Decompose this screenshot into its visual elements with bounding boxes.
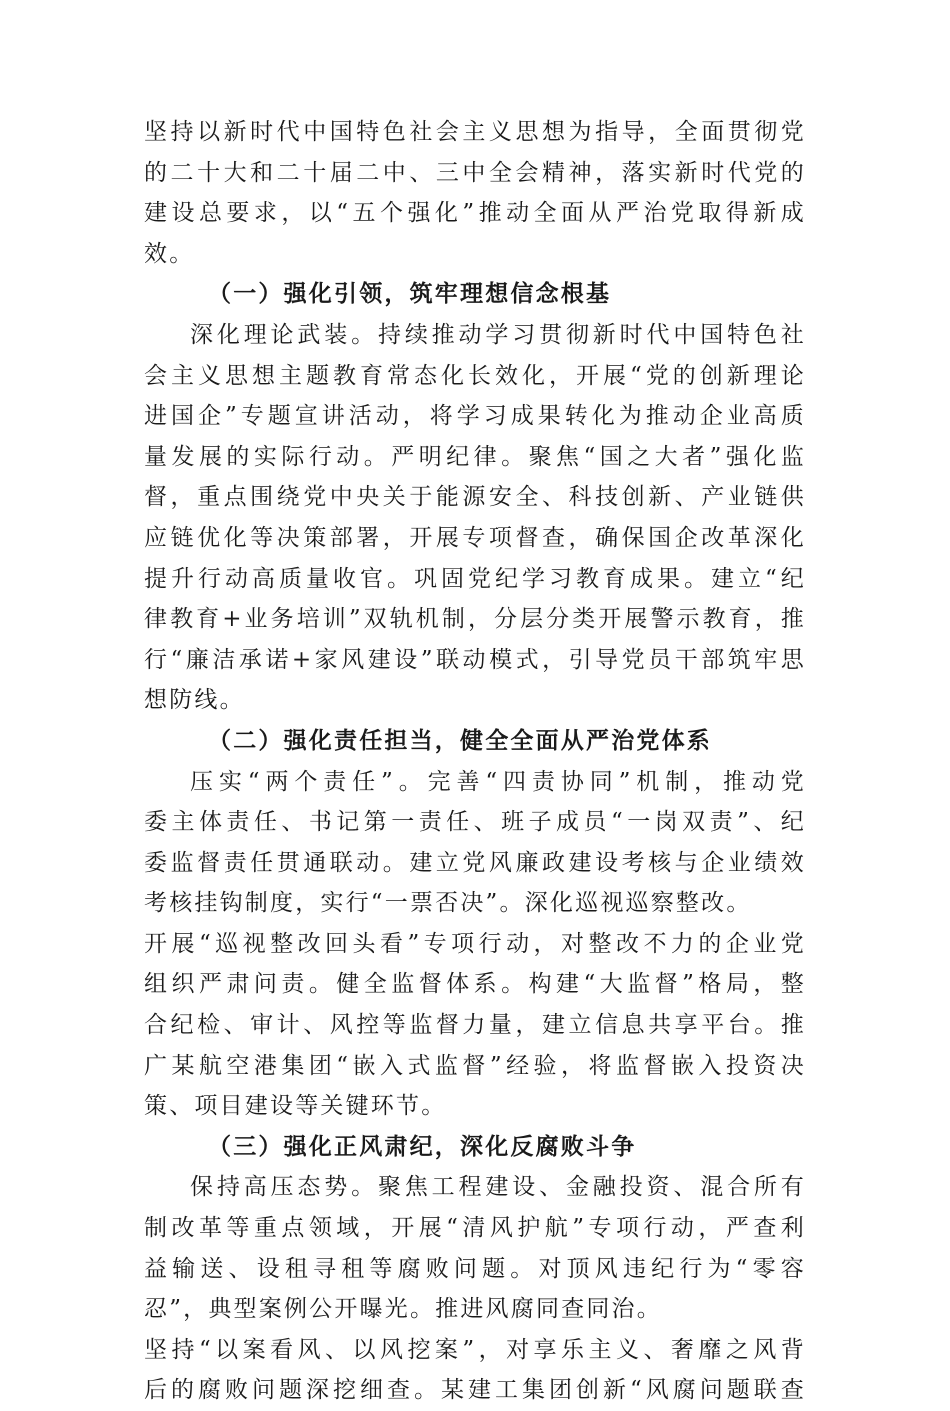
paragraph-line: 会主义思想主题教育常态化长效化，开展“党的创新理论 [144, 362, 806, 389]
paragraph-line: 想防线。 [144, 687, 245, 714]
paragraph-line: 坚持以新时代中国特色社会主义思想为指导，全面贯彻党 [144, 119, 806, 145]
section-heading-3: （三）强化正风肃纪，深化反腐败斗争 [208, 1132, 637, 1160]
paragraph-line: 广某航空港集团“嵌入式监督”经验，将监督嵌入投资决 [144, 1052, 806, 1079]
paragraph-line: 量发展的实际行动。严明纪律。聚焦“国之大者”强化监 [144, 443, 806, 470]
paragraph-line: 忍”，典型案例公开曝光。推进风腐同查同治。 [144, 1296, 662, 1323]
paragraph-line: 效。 [144, 240, 195, 267]
paragraph-line: 深化理论武装。持续推动学习贯彻新时代中国特色社 [190, 321, 806, 348]
paragraph-line: 保持高压态势。聚焦工程建设、金融投资、混合所有 [190, 1174, 806, 1201]
paragraph-line: 益输送、设租寻租等腐败问题。对顶风违纪行为“零容 [144, 1255, 806, 1282]
paragraph-line: 提升行动高质量收官。巩固党纪学习教育成果。建立“纪 [144, 565, 806, 592]
paragraph-line: 组织严肃问责。健全监督体系。构建“大监督”格局，整 [144, 971, 806, 998]
paragraph-line: 进国企”专题宣讲活动，将学习成果转化为推动企业高质 [144, 403, 806, 430]
paragraph-line: 压实“两个责任”。完善“四责协同”机制，推动党 [190, 768, 806, 795]
paragraph-line: 考核挂钩制度，实行“一票否决”。深化巡视巡察整改。 [144, 890, 752, 917]
paragraph-line: 督，重点围绕党中央关于能源安全、科技创新、产业链供 [144, 484, 806, 511]
paragraph-line: 开展“巡视整改回头看”专项行动，对整改不力的企业党 [144, 930, 806, 957]
paragraph-line: 委监督责任贯通联动。建立党风廉政建设考核与企业绩效 [144, 849, 806, 876]
paragraph-line: 行“廉洁承诺+家风建设”联动模式，引导党员干部筑牢思 [144, 646, 806, 673]
document-body [144, 112, 806, 1411]
paragraph-line: 委主体责任、书记第一责任、班子成员“一岗双责”、纪 [144, 809, 806, 836]
paragraph-line: 合纪检、审计、风控等监督力量，建立信息共享平台。推 [144, 1012, 806, 1039]
paragraph-line: 应链优化等决策部署，开展专项督查，确保国企改革深化 [144, 524, 806, 551]
section-heading-2: （二）强化责任担当，健全全面从严治党体系 [208, 726, 712, 754]
paragraph-line: 建设总要求，以“五个强化”推动全面从严治党取得新成 [144, 200, 806, 227]
paragraph-line: 的二十大和二十届二中、三中全会精神，落实新时代党的 [144, 159, 806, 186]
paragraph-line: 律教育+业务培训”双轨机制，分层分类开展警示教育，推 [144, 606, 806, 633]
paragraph-line: 坚持“以案看风、以风挖案”，对享乐主义、奢靡之风背 [144, 1336, 806, 1363]
paragraph-line: 后的腐败问题深挖细查。某建工集团创新“风腐问题联查 [144, 1377, 806, 1404]
section-heading-1: （一）强化引领，筑牢理想信念根基 [208, 280, 612, 308]
paragraph-line: 制改革等重点领域，开展“清风护航”专项行动，严查利 [144, 1215, 806, 1242]
paragraph-line: 策、项目建设等关键环节。 [144, 1093, 447, 1120]
